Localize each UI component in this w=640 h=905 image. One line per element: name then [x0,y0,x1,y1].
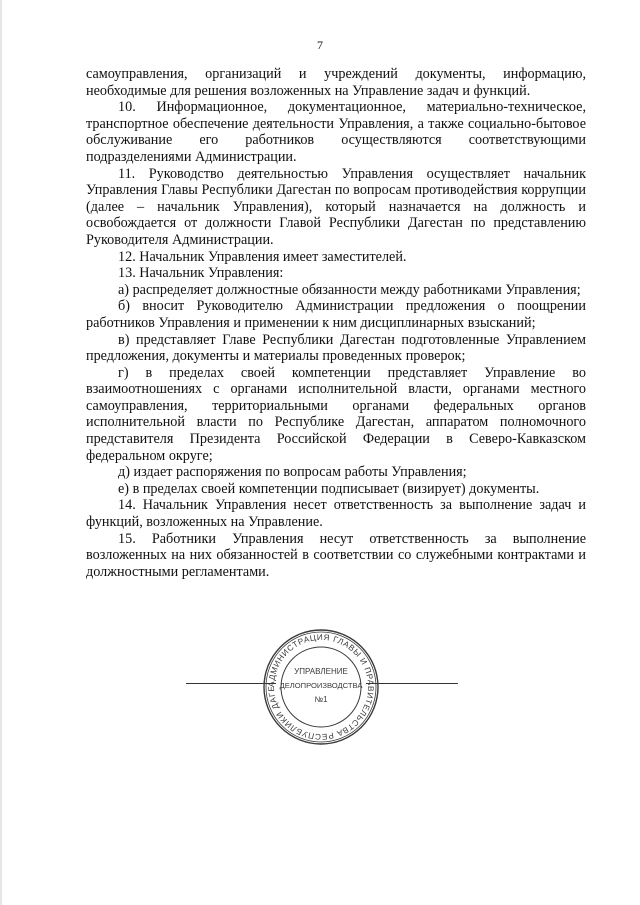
stamp-seal [262,628,380,746]
paragraph-10: 10. Информационное, документационное, материально-техническое, транспортное обеспечение деятельности Управления, а также социально-бытовое обслуживание его работников осуществляются соответствующими подразделениями Администрации. [86,99,586,165]
paragraph-15: 15. Работники Управления несут ответственность за выполнение возложенных на них обязанностей в соответствии со служебными контрактами и должностными регламентами. [86,530,586,580]
paragraph-14: 14. Начальник Управления несет ответственность за выполнение задач и функций, возложенных на Управление. [86,497,586,531]
stamp-line-1: УПРАВЛЕНИЕ [294,667,348,676]
paragraph-11: 11. Руководство деятельностью Управления осуществляет начальник Управления Главы Республики Дагестан по вопросам противодействия коррупции (далее – начальник Управления), который назначается на должность и освобождается от должности Главой Республики Дагестан по представлению Руководителя Администрации. [86,165,586,248]
paragraph-13-d: д) издает распоряжения по вопросам работы Управления; [118,464,467,481]
paragraph-13-v: в) представляет Главе Республики Дагестан подготовленные Управлением предложения, документы и материалы проведенных проверок; [86,331,586,365]
stamp-line-3: №1 [314,695,328,704]
stamp-ring-text: АДМИНИСТРАЦИЯ ГЛАВЫ И ПРАВИТЕЛЬСТВА РЕСПУБЛИКИ ДАГЕ [266,632,376,742]
stamp-line-2: ДЕЛОПРОИЗВОДСТВА [279,681,363,690]
document-body [86,66,586,580]
paragraph-12: 12. Начальник Управления имеет заместителей. [118,248,407,265]
official-stamp [262,628,380,746]
scan-edge [0,0,2,905]
paragraph-13-e: е) в пределах своей компетенции подписывает (визирует) документы. [118,480,540,497]
page-number: 7 [317,38,323,52]
paragraph-13-a: а) распределяет должностные обязанности между работниками Управления; [118,281,581,298]
paragraph-continuation: самоуправления, организаций и учреждений документы, информацию, необходимые для решения возложенных на Управление задач и функций. [86,66,586,99]
paragraph-13-b: б) вносит Руководителю Администрации предложения о поощрении работников Управления и применении к ним дисциплинарных взысканий; [86,298,586,331]
paragraph-13-g: г) в пределах своей компетенции представляет Управление во взаимоотношениях с органами исполнительной власти, органами местного самоуправления, территориальными органами федеральных органов исполнительной власти по Республике Дагестан, аппаратом полномочного представителя Президента Российской Федерации в Северо-Кавказском федеральном округе; [86,364,586,464]
paragraph-13: 13. Начальник Управления: [118,265,284,282]
